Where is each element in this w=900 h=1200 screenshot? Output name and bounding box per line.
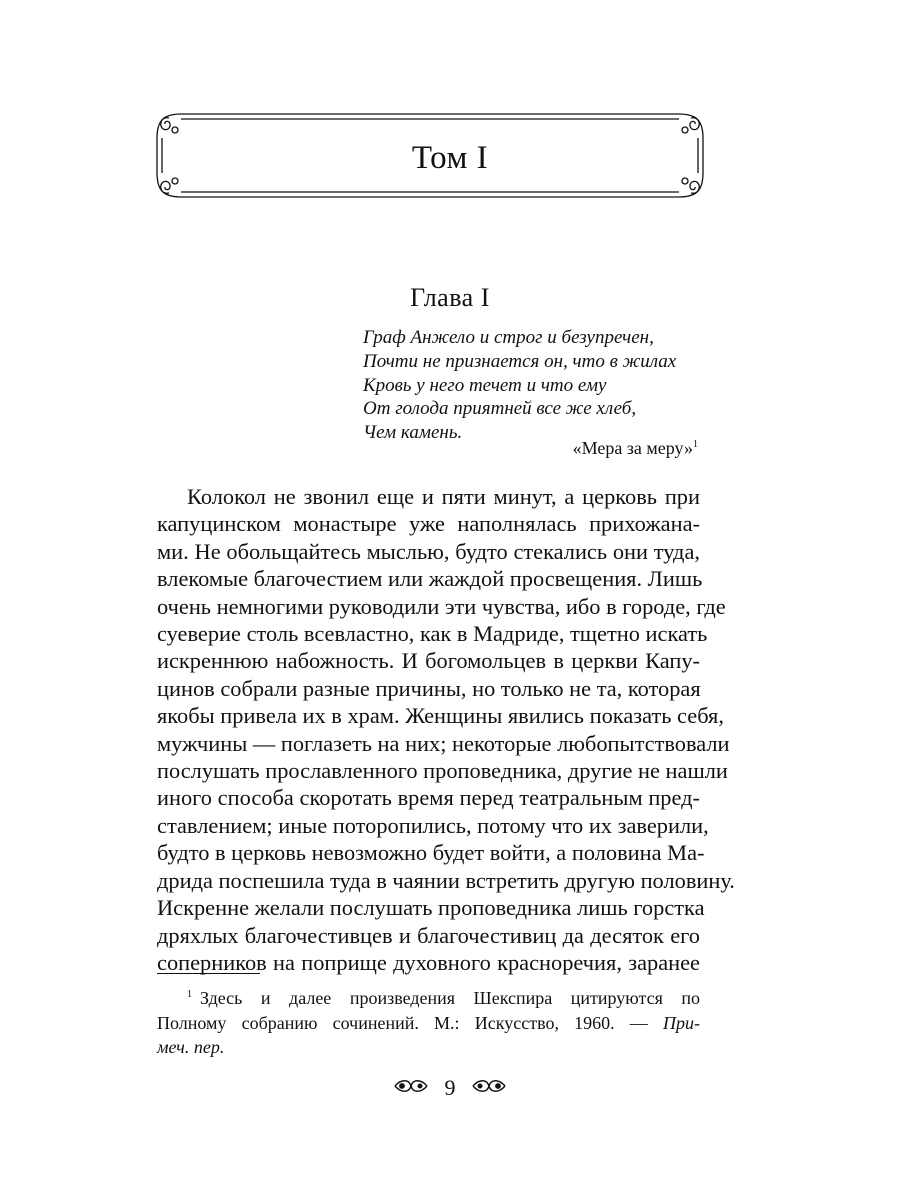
footnote-line xyxy=(157,1035,700,1060)
footnote xyxy=(157,983,700,1060)
footnote-line xyxy=(157,983,700,1011)
body-line: иного способа скоротать время перед театральным пред- xyxy=(157,785,700,811)
left-ornament-icon xyxy=(393,1075,429,1101)
body-line: цинов собрали разные причины, но только не та, которая xyxy=(157,675,701,701)
epigraph-line: Чем камень. xyxy=(363,422,463,444)
body-line: соперников на поприще духовного красноречия, заранее xyxy=(157,949,700,975)
footnote-line-text: Здесь и далее произведения Шекспира цитируются по xyxy=(200,988,700,1008)
body-line: ставлением; иные поторопились, потому что их заверили, xyxy=(157,812,709,838)
body-line: очень немногими руководили эти чувства, ибо в городе, где xyxy=(157,593,726,619)
body-line: влекомые благочестием или жаждой просвещения. Лишь xyxy=(157,566,703,592)
epigraph-source xyxy=(573,438,698,459)
footnote-line xyxy=(157,1011,700,1036)
body-line: якобы привела их в храм. Женщины явились показать себя, xyxy=(157,703,724,729)
body-line: искреннюю набожность. И богомольцев в церкви Капу- xyxy=(157,648,700,674)
page-number: 9 xyxy=(444,1074,456,1100)
page-number-block xyxy=(0,1073,900,1101)
body-line: суеверие столь всевластно, как в Мадриде, тщетно искать xyxy=(157,621,708,647)
epigraph-line: Граф Анжело и строг и безупречен, xyxy=(363,327,654,348)
body-line: Искренне желали послушать проповедника лишь горстка xyxy=(157,895,705,921)
body-line: ми. Не обольщайтесь мыслью, будто стекались они туда, xyxy=(157,538,700,564)
epigraph-source-text: «Мера за меру» xyxy=(572,438,693,458)
epigraph xyxy=(363,326,708,445)
footnote-marker: 1 xyxy=(187,989,192,1000)
body-line: послушать прославленного проповедника, другие не нашли xyxy=(157,758,728,784)
footnote-italic-text: меч. пер. xyxy=(157,1037,225,1057)
body-line: капуцинском монастыре уже наполнялась прихожана- xyxy=(157,511,700,537)
body-text xyxy=(157,483,735,976)
epigraph-line: Почти не признается он, что в жилах xyxy=(363,350,677,372)
epigraph-line: От голода приятней все же хлеб, xyxy=(363,398,637,420)
body-line: мужчины — поглазеть на них; некоторые любопытствовали xyxy=(157,730,730,756)
epigraph-line: Кровь у него течет и что ему xyxy=(363,374,607,396)
footnote-divider xyxy=(157,973,260,974)
right-ornament-icon xyxy=(471,1075,507,1101)
footnote-italic-text: При- xyxy=(663,1012,700,1033)
chapter-title: Глава I xyxy=(410,283,490,312)
footnote-reference: 1 xyxy=(693,439,698,450)
volume-title: Том I xyxy=(411,140,489,176)
body-line: дрида поспешила туда в чаянии встретить другую половину. xyxy=(157,867,735,893)
footnote-line-text: Полному собранию сочинений. М.: Искусство, 1960. — xyxy=(157,1012,663,1033)
body-line: дряхлых благочестивцев и благочестивиц да десяток его xyxy=(157,922,700,948)
body-line: будто в церковь невозможно будет войти, а половина Ма- xyxy=(157,840,705,866)
body-line: Колокол не звонил еще и пяти минут, а церковь при xyxy=(187,484,700,509)
